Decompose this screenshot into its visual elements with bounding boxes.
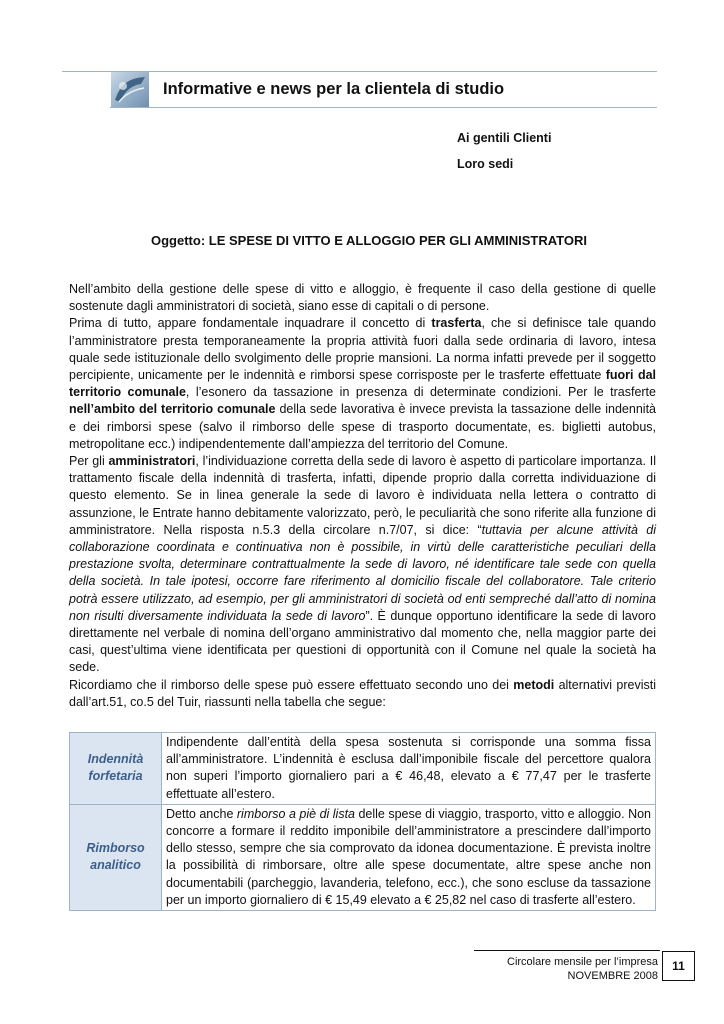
bold-term-fuori-territorio: fuori dal territorio comunale xyxy=(69,368,657,400)
text-run: Detto anche xyxy=(166,806,237,821)
footer-rule xyxy=(474,950,660,951)
bold-term-amministratori: amministratori xyxy=(108,454,196,469)
paragraph-metodi xyxy=(69,677,656,711)
text-run: , che si definisce tale quando l’amministratore presta temporaneamente la propria attività fuori dalla sede ordinaria di lavoro, intesa quale sede istituzionale dello svolgimento delle proprie mansioni. La norma infatti prevede per il soggetto percipiente, unicamente per le indennità e rimborsi spese corrisposte per le trasferte effettuate xyxy=(69,316,656,383)
recipient-line-2: Loro sedi xyxy=(457,157,514,171)
recipient-line-1: Ai gentili Clienti xyxy=(457,131,552,145)
header-line-top xyxy=(62,71,657,72)
paragraph-amministratori xyxy=(69,453,656,677)
table-row xyxy=(70,804,656,910)
header-title: Informative e news per la clientela di studio xyxy=(163,80,505,98)
text-run: delle spese di viaggio, trasporto, vitto e alloggio. Non concorre a formare il reddito imponibile dell’amministratore a prescindere dall’importo dello stesso, sempre che sia comprovato da idonea documentazione. È prevista inoltre la possibilità di rimborsare, oltre alle spese documentate, altre spese anche non documentabili (parcheggio, lavanderia, telefono, ecc.), che sono escluse da tassazione per un importo giornaliero di € 15,49 elevato a € 25,82 nel caso di trasferte all’estero. xyxy=(166,806,652,907)
text-run: , l’esonero da tassazione in presenza di determinate condizioni. Per le trasferte xyxy=(185,385,656,400)
header-line-bottom xyxy=(110,107,657,108)
bold-term-ambito-territorio: nell’ambito del territorio comunale xyxy=(69,402,276,417)
text-run: Per gli xyxy=(69,454,109,469)
footer-date: NOVEMBRE 2008 xyxy=(567,970,658,982)
text-run: ”. È dunque opportuno identificare la sede di lavoro direttamente nel verbale di nomina dell’organo amministrativo dal momento che, nella maggior parte dei casi, quest’ultima viene identificata per questioni di opportunità con il Comune nel quale la società ha sede. xyxy=(69,608,657,675)
footer-publication: Circolare mensile per l’impresa xyxy=(507,956,658,968)
italic-quote-circolare: tuttavia per alcune attività di collaborazione coordinata e continuativa non è possibile, in virtù delle caratteristiche peculiari della prestazione svolta, determinare contrattualmente la sede di lavoro, né identificare tale sede con quella della società. In tale ipotesi, occorre fare riferimento al domicilio fiscale del collaboratore. Tale criterio potrà essere utilizzato, ad esempio, per gli amministratori di società od enti sempreché dall’atto di nomina non risulti diversamente individuata la sede di lavoro xyxy=(69,522,656,623)
footer-text xyxy=(474,955,658,983)
bold-term-metodi: metodi xyxy=(513,677,555,692)
text-run: della sede lavorativa è invece prevista la tassazione delle indennità e dei rimborsi spese (salvo il rimborso delle spese di trasporto documentate, es. biglietti autobus, metropolitane ecc.) indipendentemente dall’ampiezza del territorio del Comune. xyxy=(69,402,656,451)
paragraph-intro: Nell’ambito della gestione delle spese di vitto e alloggio, è frequente il caso della gestione di quelle sostenute dagli amministratori di società, siano esse di capitali o di persone. xyxy=(69,282,656,314)
table-desc-indennita: Indipendente dall’entità della spesa sostenuta si corrisponde una somma fissa all’amministratore. L’indennità è esclusa dall’imponibile fiscale del percettore qualora non superi l’importo giornaliero pari a € 46,48, elevato a € 77,47 per le trasferte effettuate all’estero. xyxy=(162,733,656,805)
bold-term-trasferta: trasferta xyxy=(431,316,482,331)
table-row xyxy=(70,733,656,805)
body-text xyxy=(69,281,656,711)
subject-heading: Oggetto: LE SPESE DI VITTO E ALLOGGIO PER GLI AMMINISTRATORI xyxy=(151,233,587,248)
text-run: alternativi previsti dall’art.51, co.5 del Tuir, riassunti nella tabella che segue: xyxy=(69,677,656,709)
text-run: Prima di tutto, appare fondamentale inquadrare il concetto di xyxy=(69,316,432,331)
italic-term-pie-di-lista: rimborso a piè di lista xyxy=(236,806,355,821)
text-run: Ricordiamo che il rimborso delle spese può essere effettuato secondo uno dei xyxy=(69,677,514,692)
table-label-rimborso: Rimborso analitico xyxy=(70,804,162,910)
methods-table xyxy=(69,732,656,911)
table-desc-rimborso xyxy=(162,804,656,910)
paragraph-trasferta xyxy=(69,315,656,453)
studio-logo-icon xyxy=(111,72,149,107)
page-number: 11 xyxy=(662,951,695,981)
text-run: , l’individuazione corretta della sede di lavoro è aspetto di particolare importanza. Il trattamento fiscale della indennità di trasferta, infatti, dipende proprio dalla corretta individuazione di questo elemento. Se in linea generale la sede di lavoro è individuata nella lettera o contratto di assunzione, le Entrate hanno debitamente valorizzato, però, le peculiarità che sono riferite alla funzione di amministratore. Nella risposta n.5.3 della circolare n.7/07, si dice: “ xyxy=(69,454,656,537)
table-label-indennita: Indennità forfetaria xyxy=(70,733,162,805)
